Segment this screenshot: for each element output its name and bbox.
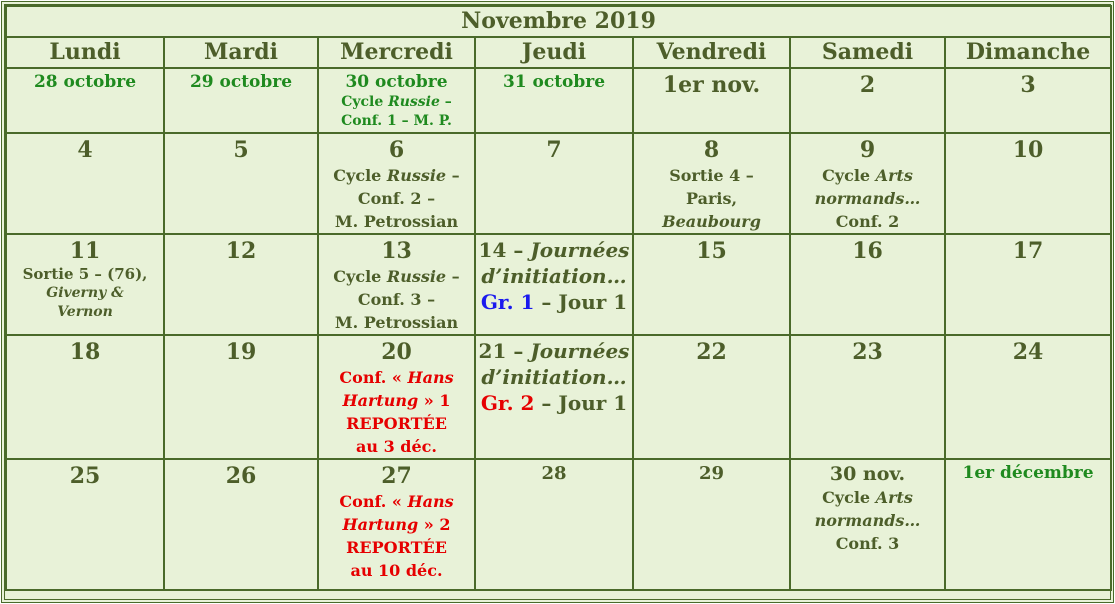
day-header-lundi: Lundi (6, 37, 164, 68)
day-cell (164, 234, 318, 335)
event-text: Beaubourg (662, 212, 761, 231)
event-text: Conf. 3 – (357, 290, 436, 309)
calendar-frame (1, 1, 1114, 603)
event-text: 14 – Journées (478, 238, 630, 262)
event-text: Giverny & (46, 285, 124, 301)
day-number: 24 (1012, 339, 1044, 365)
day-number: 6 (388, 137, 405, 163)
event-text: Cycle Russie – (341, 94, 452, 110)
day-number: 29 octobre (189, 72, 293, 92)
day-number: 27 (381, 463, 412, 489)
event-text: Cycle Russie – (333, 166, 460, 185)
event-text: Sortie 4 – (669, 166, 754, 185)
day-header-mercredi: Mercredi (318, 37, 475, 68)
day-cell (164, 459, 318, 590)
day-cell (6, 133, 164, 234)
event-text: Conf. « Hans (339, 492, 454, 511)
day-number: 17 (1012, 238, 1044, 264)
event-text: Conf. 2 – (357, 189, 436, 208)
day-cell (164, 68, 318, 133)
day-cell (318, 68, 475, 133)
day-cell (945, 335, 1111, 459)
day-header-mardi: Mardi (164, 37, 318, 68)
day-cell (318, 335, 475, 459)
day-number: 3 (1020, 72, 1036, 98)
event-text: Gr. 1 – Jour 1 (480, 290, 628, 314)
event-text: Conf. 1 – M. P. (341, 113, 452, 129)
event-text: Cycle Arts (822, 166, 913, 185)
event-text: Vernon (57, 304, 113, 320)
event-text: Paris, (685, 189, 738, 208)
day-header-dimanche: Dimanche (945, 37, 1111, 68)
day-number: 30 nov. (829, 463, 906, 485)
day-number: 22 (696, 339, 727, 365)
calendar-title: Novembre 2019 (6, 6, 1111, 37)
day-number: 13 (381, 238, 412, 264)
day-cell (475, 335, 633, 459)
event-text: Conf. 3 (835, 534, 900, 553)
day-number: 25 (69, 463, 101, 489)
day-cell (475, 234, 633, 335)
event-text: REPORTÉE (346, 538, 447, 557)
calendar-table (5, 5, 1112, 591)
day-number: 28 (541, 463, 567, 484)
day-number: 8 (703, 137, 720, 163)
day-cell (318, 459, 475, 590)
event-text: Hartung » 1 (342, 391, 451, 410)
day-cell (945, 133, 1111, 234)
event-text: normands… (814, 189, 921, 208)
day-header-samedi: Samedi (790, 37, 945, 68)
day-number: 1er décembre (962, 463, 1094, 483)
day-header-jeudi: Jeudi (475, 37, 633, 68)
event-text: Gr. 2 – Jour 1 (480, 391, 628, 415)
day-number: 19 (225, 339, 257, 365)
day-number: 18 (69, 339, 101, 365)
day-cell (164, 133, 318, 234)
event-text: M. Petrossian (334, 313, 459, 332)
day-cell (790, 68, 945, 133)
event-text: REPORTÉE (346, 414, 447, 433)
event-text: d’initiation… (481, 365, 627, 389)
day-number: 12 (225, 238, 257, 264)
day-cell (945, 459, 1111, 590)
day-cell (6, 335, 164, 459)
day-cell (475, 68, 633, 133)
day-cell (6, 459, 164, 590)
day-number: 15 (696, 238, 727, 264)
event-text: Hartung » 2 (342, 515, 451, 534)
event-text: Cycle Russie – (333, 267, 460, 286)
day-number: 31 octobre (502, 72, 606, 92)
day-cell (633, 459, 790, 590)
day-cell (6, 68, 164, 133)
day-number: 26 (225, 463, 257, 489)
day-cell (790, 335, 945, 459)
day-header-vendredi: Vendredi (633, 37, 790, 68)
day-number: 29 (698, 463, 725, 484)
day-cell (475, 133, 633, 234)
event-text: normands… (814, 511, 921, 530)
day-number: 20 (381, 339, 412, 365)
day-cell (164, 335, 318, 459)
day-cell (790, 459, 945, 590)
day-number: 10 (1012, 137, 1044, 163)
day-number: 16 (852, 238, 883, 264)
day-number: 1er nov. (662, 72, 761, 98)
day-number: 5 (233, 137, 249, 163)
day-cell (475, 459, 633, 590)
event-text: au 3 déc. (356, 437, 437, 456)
event-text: Cycle Arts (822, 488, 913, 507)
event-text: Conf. 2 (835, 212, 900, 231)
event-text: 21 – Journées (478, 339, 630, 363)
day-number: 23 (852, 339, 883, 365)
event-text: Sortie 5 – (76), (22, 265, 148, 283)
day-number: 9 (859, 137, 876, 163)
day-number: 4 (77, 137, 93, 163)
day-number: 30 octobre (345, 72, 448, 92)
day-cell (318, 234, 475, 335)
day-cell (790, 234, 945, 335)
day-number: 28 octobre (33, 72, 137, 92)
day-cell (633, 68, 790, 133)
day-cell (633, 234, 790, 335)
day-cell (945, 68, 1111, 133)
day-number: 11 (69, 238, 101, 264)
day-number: 7 (546, 137, 562, 163)
day-cell (6, 234, 164, 335)
event-text: d’initiation… (481, 264, 627, 288)
day-cell (318, 133, 475, 234)
day-cell (633, 335, 790, 459)
day-number: 2 (859, 72, 876, 98)
event-text: M. Petrossian (334, 212, 459, 231)
event-text: au 10 déc. (350, 561, 443, 580)
event-text: Conf. « Hans (339, 368, 454, 387)
day-cell (945, 234, 1111, 335)
day-cell (790, 133, 945, 234)
day-cell (633, 133, 790, 234)
